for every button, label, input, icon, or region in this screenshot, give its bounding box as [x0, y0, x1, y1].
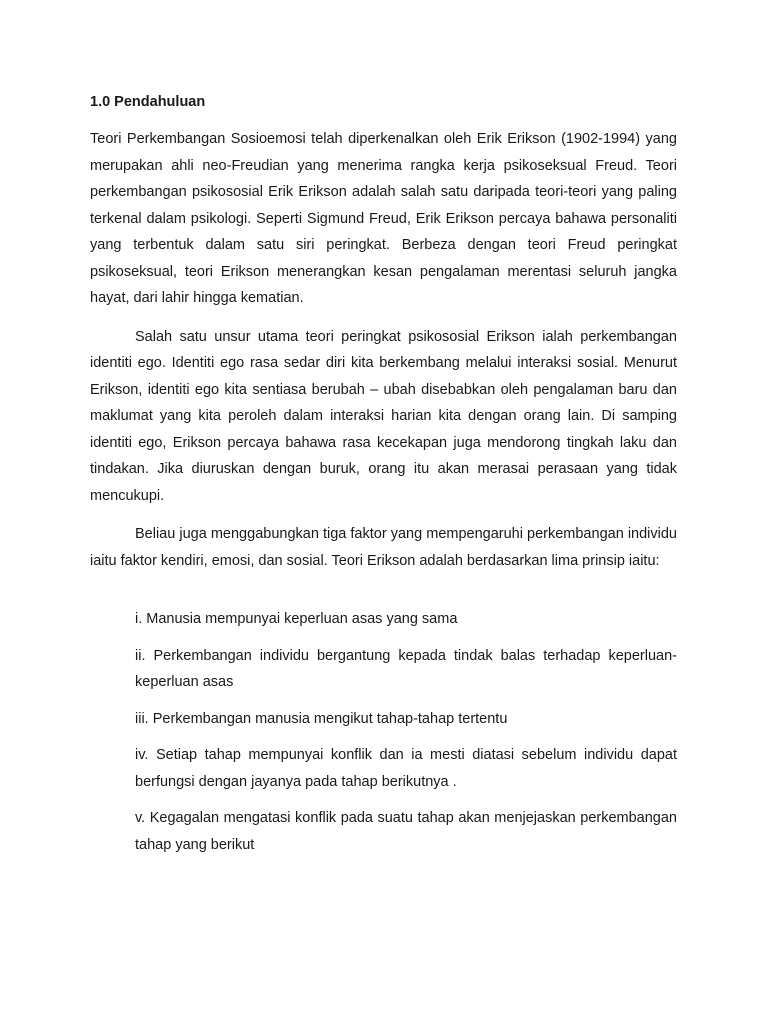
section-heading: 1.0 Pendahuluan [90, 94, 206, 110]
document-page [90, 92, 677, 868]
principle-item: v. Kegagalan mengatasi konflik pada suatu tahap akan menjejaskan perkembangan tahap yang berikut [135, 810, 677, 853]
principle-item: iv. Setiap tahap mempunyai konflik dan ia mesti diatasi sebelum individu dapat berfungsi dengan jayanya pada tahap berikutnya . [135, 747, 677, 790]
principles-list [90, 606, 677, 858]
ego-identity-paragraph: Salah satu unsur utama teori peringkat psikososial Erikson ialah perkembangan identiti ego. Identiti ego rasa sedar diri kita berkembang melalui interaksi sosial. Menurut Erikson, identiti ego kita sentiasa berubah – ubah disebabkan oleh pengalaman baru dan maklumat yang kita peroleh dalam interaksi harian kita dengan orang lain. Di samping identiti ego, Erikson percaya bahawa rasa kecekapan juga mendorong tingkah laku dan tindakan. Jika diuruskan dengan buruk, orang itu akan merasai perasaan yang tidak mencukupi. [90, 328, 677, 504]
principle-item: i. Manusia mempunyai keperluan asas yang sama [135, 611, 458, 627]
factors-paragraph: Beliau juga menggabungkan tiga faktor yang mempengaruhi perkembangan individu iaitu faktor kendiri, emosi, dan sosial. Teori Erikson adalah berdasarkan lima prinsip iaitu: [90, 526, 677, 569]
principle-item: iii. Perkembangan manusia mengikut tahap-tahap tertentu [135, 710, 508, 727]
principle-item: ii. Perkembangan individu bergantung kepada tindak balas terhadap keperluan-keperluan asas [135, 647, 677, 690]
intro-paragraph: Teori Perkembangan Sosioemosi telah diperkenalkan oleh Erik Erikson (1902-1994) yang merupakan ahli neo-Freudian yang menerima rangka kerja psikoseksual Freud. Teori perkembangan psikososial Erik Erikson adalah salah satu daripada teori-teori yang paling terkenal dalam psikologi. Seperti Sigmund Freud, Erik Erikson percaya bahawa personaliti yang terbentuk dalam satu siri peringkat. Berbeza dengan teori Freud peringkat psikoseksual, teori Erikson menerangkan kesan pengalaman merentasi seluruh jangka hayat, dari lahir hingga kematian. [90, 131, 677, 306]
